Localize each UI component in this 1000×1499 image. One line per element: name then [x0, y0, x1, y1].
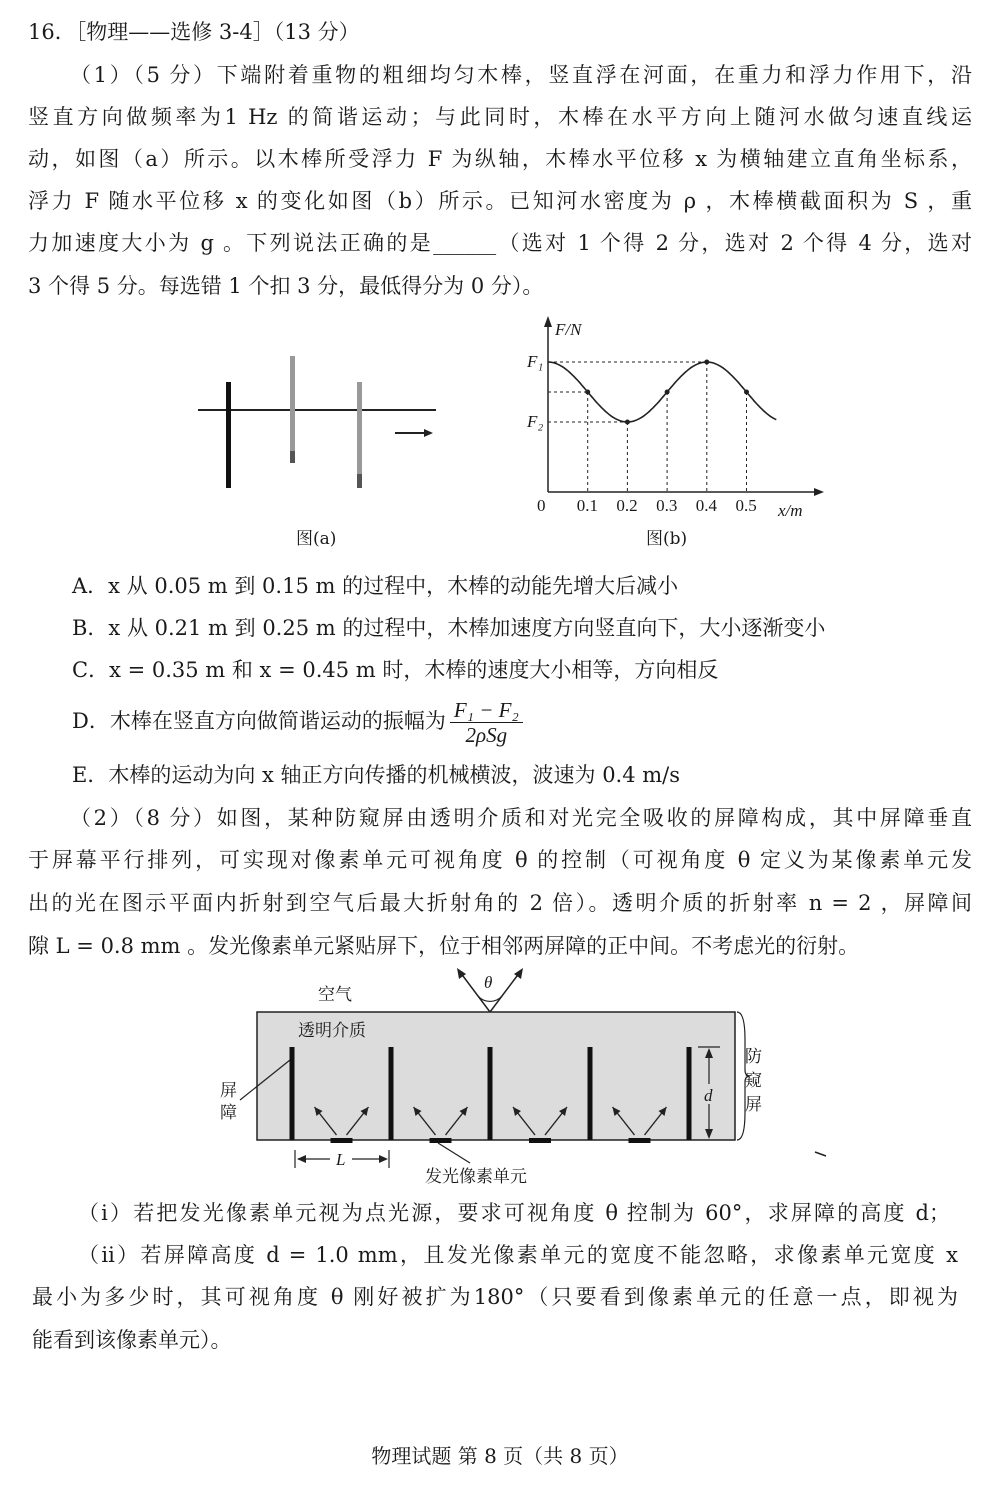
sub-question-ii-line: 最小为多少时，其可视角度 θ 刚好被扩为180°（只要看到像素单元的任意一点，即视为	[32, 1285, 958, 1309]
part2-line: 隙 L = 0.8 mm 。发光像素单元紧贴屏下，位于相邻两屏障的正中间。不考虑光的衍射。	[28, 934, 860, 958]
barrier	[588, 1047, 593, 1140]
y-axis-label: F/N	[555, 320, 582, 339]
barrier	[389, 1047, 394, 1140]
barrier-label: 障	[220, 1103, 237, 1123]
screen-label: 窥	[745, 1071, 762, 1091]
rod	[357, 382, 362, 478]
origin-label: 0	[537, 496, 546, 515]
amplitude-fraction	[450, 698, 523, 747]
pixel-unit	[629, 1138, 651, 1143]
part1-line: 3 个得 5 分。每选错 1 个扣 3 分，最低得分为 0 分）。	[28, 274, 544, 298]
option-d	[72, 695, 1000, 751]
screen-label: 屏	[745, 1095, 762, 1115]
barrier	[290, 1047, 295, 1140]
pixel-pointer	[438, 1143, 470, 1163]
barrier-label: 屏	[220, 1081, 237, 1101]
part1-line: （1）（5 分）下端附着重物的粗细均匀木棒，竖直浮在河面，在重力和浮力作用下，沿	[70, 63, 972, 87]
page-footer: 物理试题 第 8 页（共 8 页）	[371, 1444, 629, 1468]
x-tick-label: 0.1	[576, 496, 598, 515]
figure-a-caption: 图(a)	[296, 529, 337, 549]
option-c: C．x = 0.35 m 和 x = 0.45 m 时，木棒的速度大小相等，方向相反	[72, 658, 719, 682]
x-tick-label: 0.3	[656, 496, 678, 515]
part1-line: 动，如图（a）所示。以木棒所受浮力 F 为纵轴，木棒水平位移 x 为横轴建立直角坐标系，	[28, 147, 972, 171]
screen-label: 防	[745, 1047, 762, 1067]
privacy-screen-figure	[220, 968, 826, 1187]
y-axis-arrow-icon	[544, 316, 552, 327]
barrier	[687, 1047, 692, 1140]
force-curve	[548, 362, 776, 422]
option-e: E．木棒的运动为向 x 轴正方向传播的机械横波，波速为 0.4 m/s	[72, 763, 681, 787]
fraction-denominator: 2ρSg	[465, 723, 508, 747]
x-axis-label: x/m	[778, 501, 803, 520]
pixel-unit	[331, 1138, 353, 1143]
part1-line: 竖直方向做频率为1 Hz 的简谐运动；与此同时，木棒在水平方向上随河水做匀速直线运	[28, 105, 972, 129]
part1-line: 浮力 F 随水平位移 x 的变化如图（b）所示。已知河水密度为 ρ ，木棒横截面积为 S ，重	[28, 189, 972, 213]
x-tick-label: 0.5	[735, 496, 757, 515]
part1-line: 力加速度大小为 g 。下列说法正确的是______（选对 1 个得 2 分，选对 2 个得 4 分，选对	[28, 231, 972, 255]
pixel-label: 发光像素单元	[425, 1167, 527, 1187]
rod-weight	[357, 474, 362, 488]
figure-a	[198, 356, 436, 549]
pixel-unit	[430, 1138, 452, 1143]
medium-label: 透明介质	[298, 1021, 366, 1041]
sub-question-ii-line: 能看到该像素单元）。	[32, 1328, 232, 1352]
f1-label: F₁	[527, 352, 544, 371]
l-label: L	[336, 1150, 346, 1169]
d-label: d	[704, 1086, 713, 1105]
question-header: 16．［物理——选修 3-4］（13 分）	[28, 20, 360, 44]
part2-line: 于屏幕平行排列，可实现对像素单元可视角度 θ 的控制（可视角度 θ 定义为某像素单元发	[28, 848, 972, 872]
x-axis-arrow-icon	[814, 488, 824, 496]
x-tick-label: 0.4	[695, 496, 718, 515]
theta-label: θ	[484, 973, 493, 992]
sub-question-ii: （ii）若屏障高度 d = 1.0 mm，且发光像素单元的宽度不能忽略，求像素单元宽度 x	[78, 1243, 958, 1267]
option-a: A．x 从 0.05 m 到 0.15 m 的过程中，木棒的动能先增大后减小	[72, 574, 679, 598]
air-label: 空气	[318, 985, 352, 1005]
figure-b-caption: 图(b)	[646, 529, 688, 549]
rod	[290, 356, 295, 456]
rod-weight	[290, 451, 295, 463]
part2-line: （2）（8 分）如图，某种防窥屏由透明介质和对光完全吸收的屏障构成，其中屏障垂直	[70, 806, 972, 830]
option-b: B．x 从 0.21 m 到 0.25 m 的过程中，木棒加速度方向竖直向下，大小逐渐变小	[72, 616, 826, 640]
fraction-numerator: F₁ − F₂	[450, 698, 523, 723]
option-d-text: D．木棒在竖直方向做简谐运动的振幅为	[72, 709, 446, 733]
f2-label: F₂	[527, 412, 544, 431]
barrier	[488, 1047, 493, 1140]
pixel-unit	[529, 1138, 551, 1143]
arrow-head-icon	[424, 429, 433, 437]
sub-question-i: （i）若把发光像素单元视为点光源，要求可视角度 θ 控制为 60°，求屏障的高度 d；	[78, 1201, 950, 1225]
rod	[226, 382, 231, 488]
ray	[490, 972, 520, 1012]
x-tick-label: 0.2	[616, 496, 638, 515]
figure-b	[526, 316, 824, 549]
part2-line: 出的光在图示平面内折射到空气后最大折射角的 2 倍）。透明介质的折射率 n = 2 ，屏障间	[28, 891, 972, 915]
